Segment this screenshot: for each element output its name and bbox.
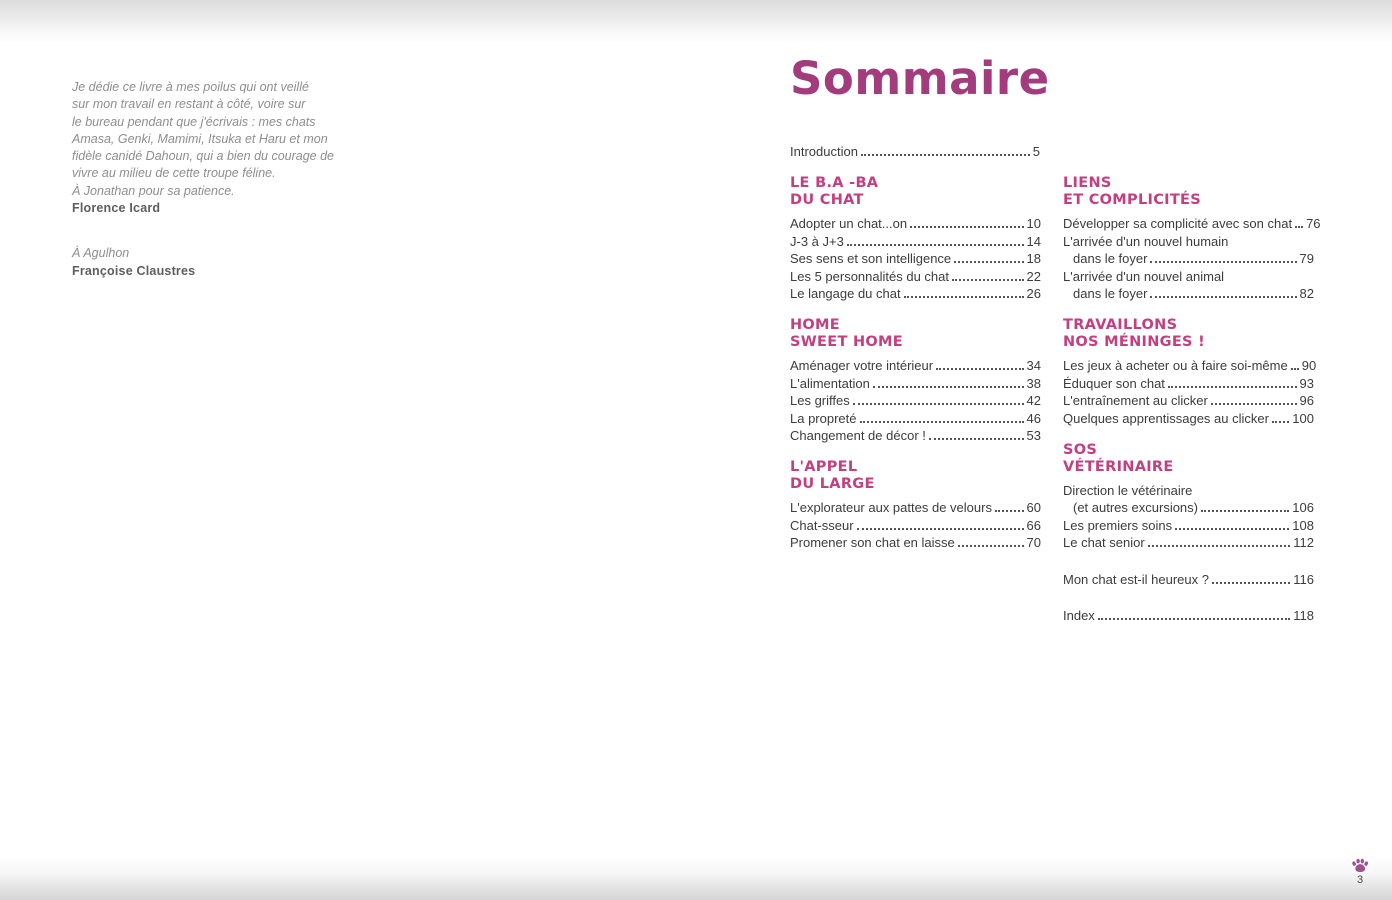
toc-entry-label: Direction le vétérinaire	[1063, 483, 1193, 499]
toc-entry-page: 112	[1293, 535, 1314, 551]
toc-entry-label: dans le foyer	[1073, 286, 1148, 302]
toc-entry-page: 18	[1026, 251, 1041, 267]
toc-section-heading-line: TRAVAILLONS	[1063, 317, 1178, 334]
toc-entry-page: 76	[1306, 216, 1321, 232]
toc-entry	[1063, 285, 1314, 302]
toc-section-heading-line: ET COMPLICITÉS	[1063, 191, 1201, 208]
toc-entry-page: 108	[1292, 517, 1314, 533]
dot-leader	[936, 368, 1023, 370]
dot-leader	[860, 421, 1024, 423]
toc-entry-label: Aménager votre intérieur	[790, 358, 934, 374]
toc-entry	[1063, 233, 1314, 250]
dedication-line: À Jonathan pour sa patience.	[72, 183, 235, 198]
toc-section-heading	[790, 459, 1041, 492]
toc-entry-label: Index	[1063, 608, 1095, 624]
toc-entry-label: (et autres excursions)	[1073, 500, 1198, 516]
folio	[1346, 858, 1374, 886]
toc-entry-page: 106	[1292, 500, 1314, 516]
toc-entry-label: La propreté	[790, 410, 857, 426]
toc-entry-page: 46	[1026, 410, 1041, 426]
toc-entry-label: Introduction	[790, 144, 858, 159]
toc-entry-page: 26	[1026, 286, 1041, 302]
toc-entry	[790, 268, 1041, 285]
toc-entry-page: 82	[1299, 286, 1314, 302]
toc-section-heading	[1063, 175, 1314, 208]
sommaire-page	[790, 52, 1321, 625]
dedication-lines	[72, 79, 402, 200]
toc-entry-label: J-3 à J+3	[790, 233, 844, 249]
toc-entry	[1063, 392, 1314, 409]
toc-entry-label: Les 5 personnalités du chat	[790, 268, 949, 284]
toc-entry-page: 116	[1293, 571, 1314, 587]
toc-entry-page: 93	[1299, 375, 1314, 391]
toc-entry-label: Quelques apprentissages au clicker	[1063, 410, 1269, 426]
dot-leader	[995, 510, 1024, 512]
toc-section	[1063, 442, 1314, 552]
page-title: Sommaire	[790, 52, 1050, 105]
toc-section-heading-line: DU CHAT	[790, 191, 864, 208]
toc-entry-page: 96	[1299, 393, 1314, 409]
toc-entry	[1063, 482, 1314, 499]
toc-entry-label: Mon chat est-il heureux ?	[1063, 571, 1209, 587]
toc-entry-label: L'arrivée d'un nouvel humain	[1063, 233, 1229, 249]
toc-entry	[790, 517, 1041, 534]
toc-entry-label: L'entraînement au clicker	[1063, 393, 1208, 409]
toc-entry	[790, 410, 1041, 427]
toc-entry-label: Chat-sseur	[790, 517, 854, 533]
toc-entry-page: 100	[1292, 410, 1314, 426]
toc-entry-page: 66	[1026, 517, 1041, 533]
toc-entry	[1063, 571, 1314, 588]
toc-entry-page: 79	[1299, 251, 1314, 267]
dot-leader	[1098, 618, 1290, 620]
dot-leader	[958, 545, 1024, 547]
toc-entry-page: 60	[1026, 500, 1041, 516]
toc-entry	[790, 499, 1041, 516]
dot-leader	[954, 261, 1023, 263]
dot-leader	[1168, 386, 1297, 388]
dot-leader	[873, 386, 1024, 388]
dot-leader	[1175, 528, 1289, 530]
dot-leader	[1148, 545, 1291, 547]
toc-entry-label: L'arrivée d'un nouvel animal	[1063, 268, 1225, 284]
toc-entry-label: Le chat senior	[1063, 535, 1145, 551]
toc-section-heading-line: HOME	[790, 317, 840, 334]
toc-entry	[1063, 250, 1314, 267]
dot-leader	[1150, 261, 1296, 263]
dedication-line: sur mon travail en restant à côté, voire sur	[72, 97, 306, 112]
toc-entry	[1063, 215, 1321, 232]
toc-entry-label: Ses sens et son intelligence	[790, 251, 952, 267]
toc-entry-label: Éduquer son chat	[1063, 375, 1165, 391]
toc-entry-label: Les jeux à acheter ou à faire soi-même	[1063, 358, 1288, 374]
toc-entry	[790, 392, 1041, 409]
toc-entry-page: 5	[1032, 144, 1040, 159]
toc-entry-page: 22	[1026, 268, 1041, 284]
toc-section-heading-line: L'APPEL	[790, 459, 858, 476]
toc-section-heading	[790, 175, 1041, 208]
dot-leader	[861, 154, 1030, 156]
dot-leader	[1150, 296, 1296, 298]
dot-leader	[910, 226, 1023, 228]
toc-entry-label: Le langage du chat	[790, 286, 901, 302]
toc-entry	[1063, 534, 1314, 551]
toc-entry-page: 10	[1026, 216, 1041, 232]
toc-section	[1063, 607, 1314, 624]
toc-entry	[1063, 607, 1314, 624]
dot-leader	[1272, 421, 1289, 423]
dot-leader	[1291, 368, 1299, 370]
second-dedication: À Agulhon	[72, 246, 130, 261]
dedication-line: le bureau pendant que j'écrivais : mes chats	[72, 114, 316, 129]
toc-entry	[790, 357, 1041, 374]
toc-columns	[790, 160, 1321, 624]
toc-entry	[1063, 410, 1314, 427]
second-dedication-author: Françoise Claustres	[72, 263, 196, 278]
dot-leader	[1212, 582, 1290, 584]
dedication-line: vivre au milieu de cette troupe féline.	[72, 166, 276, 181]
toc-section-heading-line: LE B.A -BA	[790, 175, 879, 192]
toc-entry-label: Promener son chat en laisse	[790, 535, 955, 551]
dedication-line: Amasa, Genki, Mamimi, Itsuka et Haru et mon	[72, 131, 328, 146]
toc-section	[790, 317, 1041, 444]
toc-entry	[790, 285, 1041, 302]
dot-leader	[929, 438, 1024, 440]
toc-entry-introduction	[790, 143, 1040, 160]
toc-column-1	[790, 160, 1041, 624]
dot-leader	[847, 244, 1024, 246]
dot-leader	[1295, 226, 1303, 228]
paw-icon	[1351, 858, 1369, 873]
toc-section-heading-line: NOS MÉNINGES !	[1063, 333, 1206, 350]
toc-entry-page: 38	[1026, 375, 1041, 391]
toc-entry-page: 14	[1026, 233, 1041, 249]
toc-section	[1063, 175, 1321, 302]
toc-entry-label: Développer sa complicité avec son chat	[1063, 216, 1293, 232]
toc-entry-label: L'explorateur aux pattes de velours	[790, 500, 992, 516]
toc-entry	[790, 215, 1041, 232]
toc-section	[1063, 571, 1314, 588]
toc-section	[790, 459, 1041, 551]
toc-section-heading-line: VÉTÉRINAIRE	[1063, 458, 1174, 475]
toc-entry-page: 42	[1026, 393, 1041, 409]
toc-section-heading-line: SOS	[1063, 442, 1098, 459]
dedication-block	[72, 79, 402, 280]
toc-entry-label: Les griffes	[790, 393, 850, 409]
dedication-line: fidèle canidé Dahoun, qui a bien du courage de	[72, 149, 335, 164]
toc-entry	[790, 427, 1041, 444]
toc-section-heading	[1063, 317, 1314, 350]
toc-entry-page: 70	[1026, 535, 1041, 551]
dot-leader	[857, 528, 1024, 530]
toc-entry	[1063, 375, 1314, 392]
toc-entry	[1063, 517, 1314, 534]
dot-leader	[1201, 510, 1289, 512]
dot-leader	[904, 296, 1024, 298]
toc-entry	[1063, 268, 1314, 285]
dot-leader	[952, 279, 1024, 281]
toc-entry-label: Changement de décor !	[790, 428, 926, 444]
toc-section-heading	[790, 317, 1041, 350]
toc-entry	[790, 233, 1041, 250]
toc-entry-label: Adopter un chat...on	[790, 216, 908, 232]
toc-entry-label: Les premiers soins	[1063, 517, 1173, 533]
folio-page-number: 3	[1356, 874, 1364, 886]
toc-entry	[1063, 357, 1317, 374]
toc-section-heading-line: SWEET HOME	[790, 333, 903, 350]
toc-entry-label: L'alimentation	[790, 375, 870, 391]
toc-entry	[1063, 499, 1314, 516]
toc-entry	[790, 534, 1041, 551]
toc-section-heading	[1063, 442, 1314, 475]
dedication-line: Je dédie ce livre à mes poilus qui ont veillé	[72, 80, 309, 94]
dot-leader	[853, 403, 1024, 405]
toc-entry-page: 53	[1026, 428, 1041, 444]
dot-leader	[1211, 403, 1297, 405]
toc-section-heading-line: LIENS	[1063, 175, 1112, 192]
toc-entry-page: 118	[1293, 608, 1314, 624]
toc-section	[790, 175, 1041, 302]
toc-section	[1063, 317, 1317, 427]
toc-entry-page: 34	[1026, 358, 1041, 374]
toc-entry	[790, 250, 1041, 267]
toc-entry	[790, 375, 1041, 392]
toc-entry-label: dans le foyer	[1073, 251, 1148, 267]
toc-column-2	[1063, 160, 1321, 624]
toc-entry-page: 90	[1301, 358, 1317, 374]
toc-section-heading-line: DU LARGE	[790, 475, 875, 492]
dedication-author: Florence Icard	[72, 201, 161, 216]
